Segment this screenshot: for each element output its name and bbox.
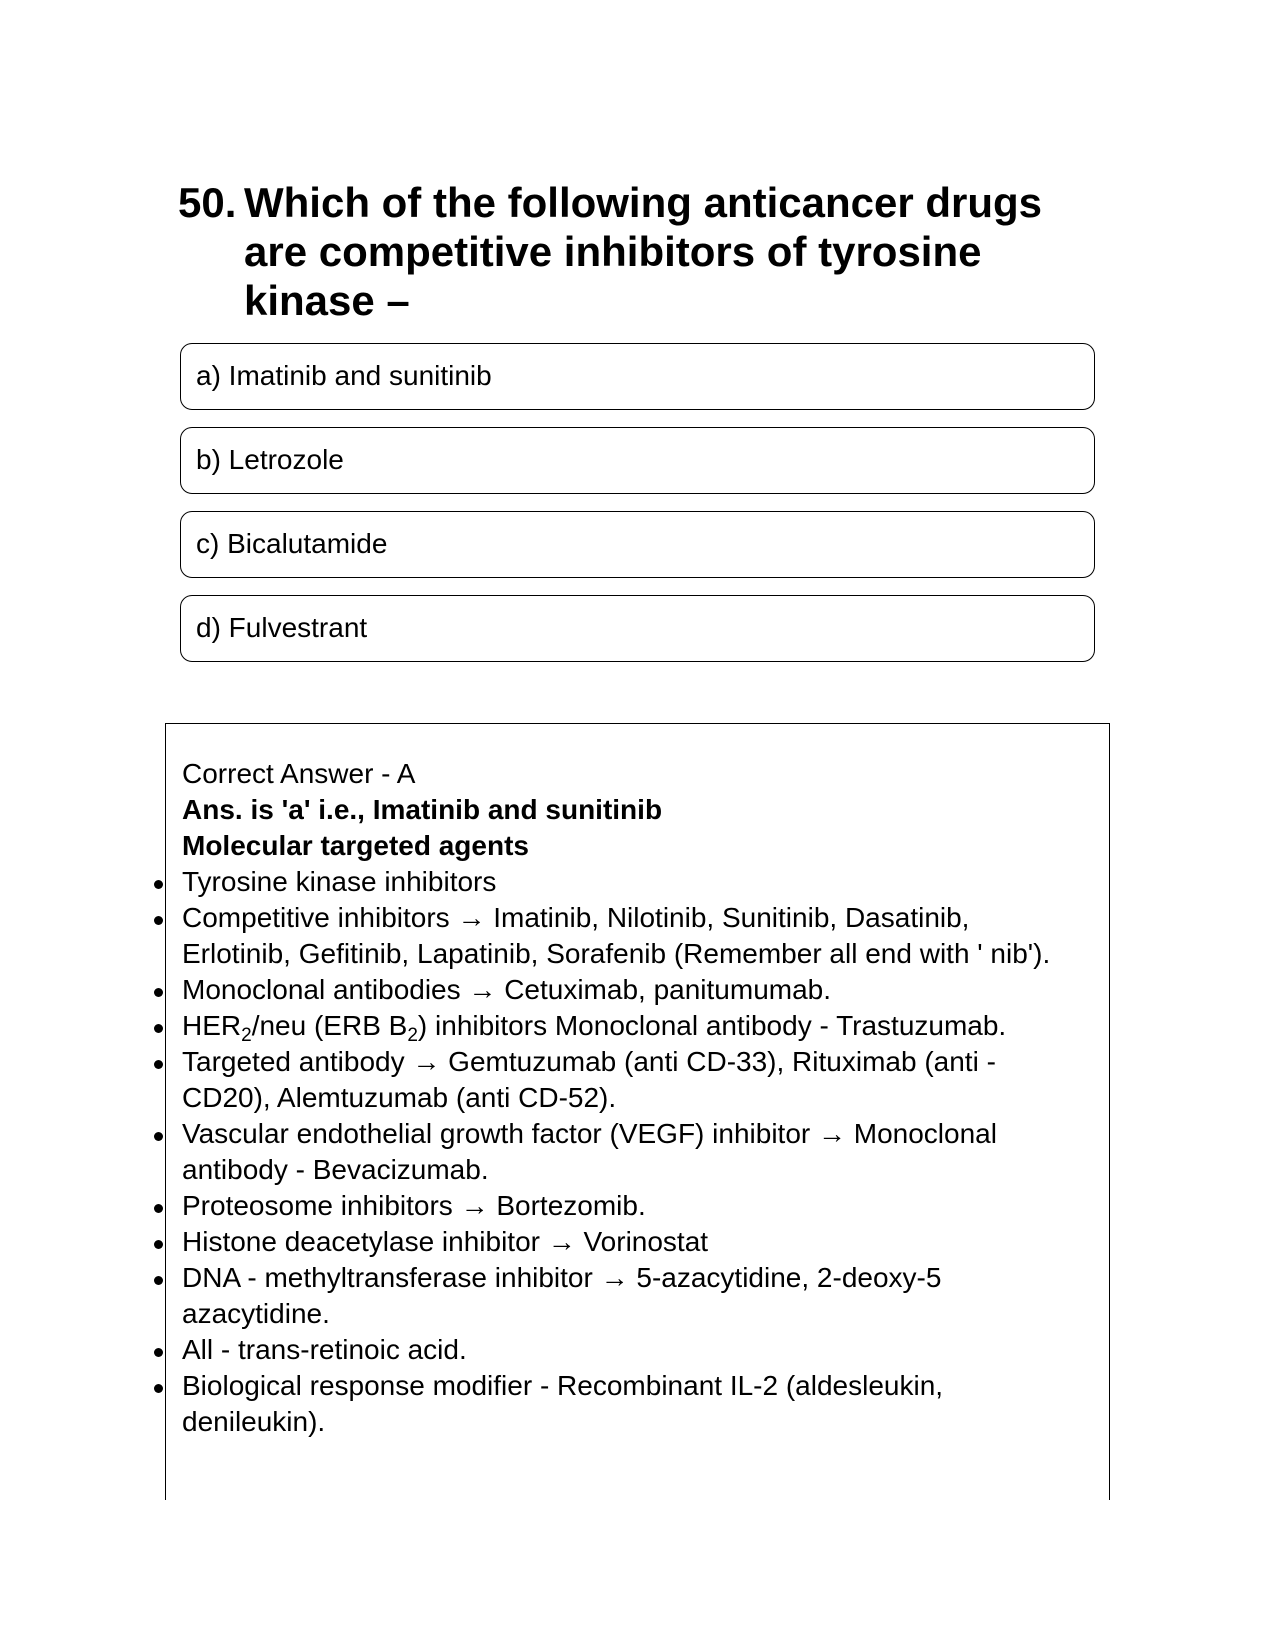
option-a[interactable]: a) Imatinib and sunitinib xyxy=(180,343,1095,410)
list-item: All - trans-retinoic acid. xyxy=(182,1332,1082,1368)
option-d[interactable]: d) Fulvestrant xyxy=(180,595,1095,662)
option-c[interactable]: c) Bicalutamide xyxy=(180,511,1095,578)
answer-content xyxy=(182,756,1082,1440)
list-item-her2 xyxy=(182,1008,1082,1044)
section-heading: Molecular targeted agents xyxy=(182,830,529,861)
list-item: Tyrosine kinase inhibitors xyxy=(182,864,1082,900)
question-number: 50. xyxy=(178,179,237,226)
answer-statement: Ans. is 'a' i.e., Imatinib and sunitinib xyxy=(182,794,663,825)
her2-subscript: 2 xyxy=(241,1025,252,1046)
answer-explanation-box xyxy=(165,723,1110,1500)
her2-text-part1: HER xyxy=(182,1010,242,1041)
explanation-list xyxy=(182,864,1082,1440)
list-item: Vascular endothelial growth factor (VEGF) inhibitor → Monoclonal antibody - Bevacizumab. xyxy=(182,1116,1082,1188)
question-text: Which of the following anticancer drugs are competitive inhibitors of tyrosine kinase – xyxy=(244,179,1043,324)
list-item: Histone deacetylase inhibitor → Vorinostat xyxy=(182,1224,1082,1260)
option-b[interactable]: b) Letrozole xyxy=(180,427,1095,494)
list-item: Targeted antibody → Gemtuzumab (anti CD-33), Rituximab (anti - CD20), Alemtuzumab (anti CD-52). xyxy=(182,1044,1082,1116)
list-item: Proteosome inhibitors → Bortezomib. xyxy=(182,1188,1082,1224)
erbb2-subscript: 2 xyxy=(407,1025,418,1046)
list-item: Monoclonal antibodies → Cetuximab, panitumumab. xyxy=(182,972,1082,1008)
list-item: DNA - methyltransferase inhibitor → 5-azacytidine, 2-deoxy-5 azacytidine. xyxy=(182,1260,1082,1332)
her2-text-part2: /neu (ERB B xyxy=(251,1010,408,1041)
her2-text-part3: ) inhibitors Monoclonal antibody - Trastuzumab. xyxy=(417,1010,1007,1041)
list-item: Competitive inhibitors → Imatinib, Nilotinib, Sunitinib, Dasatinib, Erlotinib, Gefitinib, Lapatinib, Sorafenib (Remember all end with ' nib'). xyxy=(182,900,1082,972)
list-item: Biological response modifier - Recombinant IL-2 (aldesleukin, denileukin). xyxy=(182,1368,1082,1440)
correct-answer-line: Correct Answer - A xyxy=(182,758,416,789)
